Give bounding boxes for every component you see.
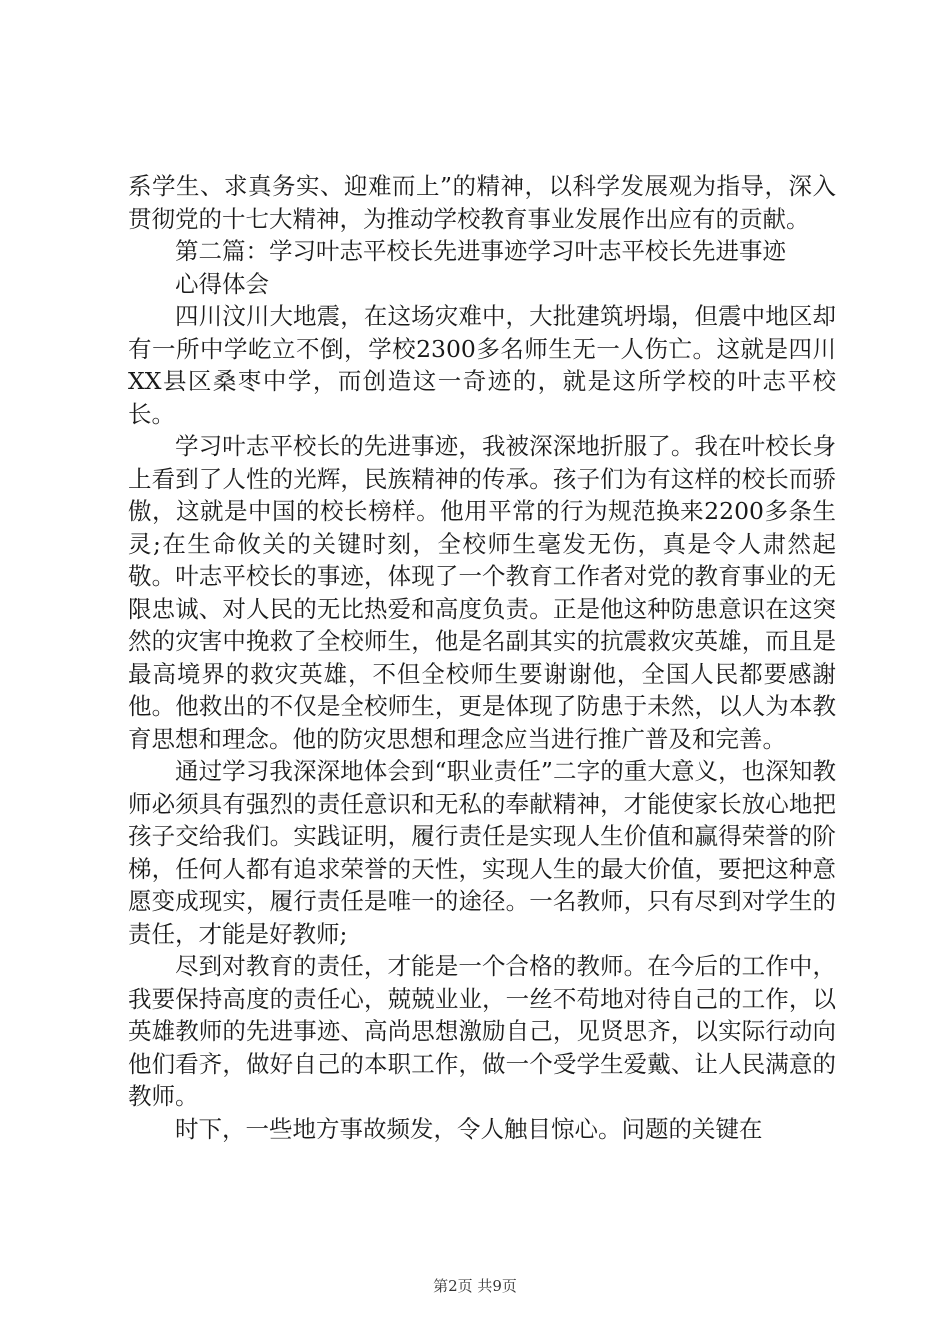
paragraph-continuation: 系学生、求真务实、迎难而上”的精神，以科学发展观为指导，深入贯彻党的十七大精神，为推动学校教育事业发展作出应有的贡献。 xyxy=(128,172,836,233)
section-heading: 第二篇：学习叶志平校长先进事迹学习叶志平校长先进事迹 xyxy=(175,237,786,265)
paragraph: 时下，一些地方事故频发，令人触目惊心。问题的关键在 xyxy=(175,1114,763,1143)
paragraph: 四川汶川大地震，在这场灾难中，大批建筑坍塌，但震中地区却有一所中学屹立不倒，学校2300多名师生无一人伤亡。这就是四川XX县区桑枣中学，而创造这一奇迹的，就是这所学校的叶志平校长。 xyxy=(128,302,836,428)
page-number-footer: 第2页 共9页 xyxy=(433,1277,517,1295)
paragraph: 通过学习我深深地体会到“职业责任”二字的重大意义，也深知教师必须具有强烈的责任意识和无私的奉献精神，才能使家长放心地把孩子交给我们。实践证明，履行责任是实现人生价值和赢得荣誉的阶梯，任何人都有追求荣誉的天性，实现人生的最大价值，要把这种意愿变成现实，履行责任是唯一的途径。一名教师，只有尽到对学生的责任，才能是好教师; xyxy=(128,757,836,948)
document-body xyxy=(128,170,836,1145)
paragraph: 尽到对教育的责任，才能是一个合格的教师。在今后的工作中，我要保持高度的责任心，兢兢业业，一丝不苟地对待自己的工作，以英雄教师的先进事迹、高尚思想激励自己，见贤思齐，以实际行动向他们看齐，做好自己的本职工作，做一个受学生爱戴、让人民满意的教师。 xyxy=(128,952,836,1110)
section-subheading: 心得体会 xyxy=(175,269,269,298)
paragraph: 学习叶志平校长的先进事迹，我被深深地折服了。我在叶校长身上看到了人性的光辉，民族精神的传承。孩子们为有这样的校长而骄傲，这就是中国的校长榜样。他用平常的行为规范换来2200多条生灵;在生命攸关的关键时刻，全校师生毫发无伤，真是令人肃然起敬。叶志平校长的事迹，体现了一个教育工作者对党的教育事业的无限忠诚、对人民的无比热爱和高度负责。正是他这种防患意识在这突然的灾害中挽救了全校师生，他是名副其实的抗震救灾英雄，而且是最高境界的救灾英雄，不但全校师生要谢谢他，全国人民都要感謝他。他救出的不仅是全校师生，更是体现了防患于未然，以人为本教育思想和理念。他的防灾思想和理念应当进行推广普及和完善。 xyxy=(128,432,836,753)
